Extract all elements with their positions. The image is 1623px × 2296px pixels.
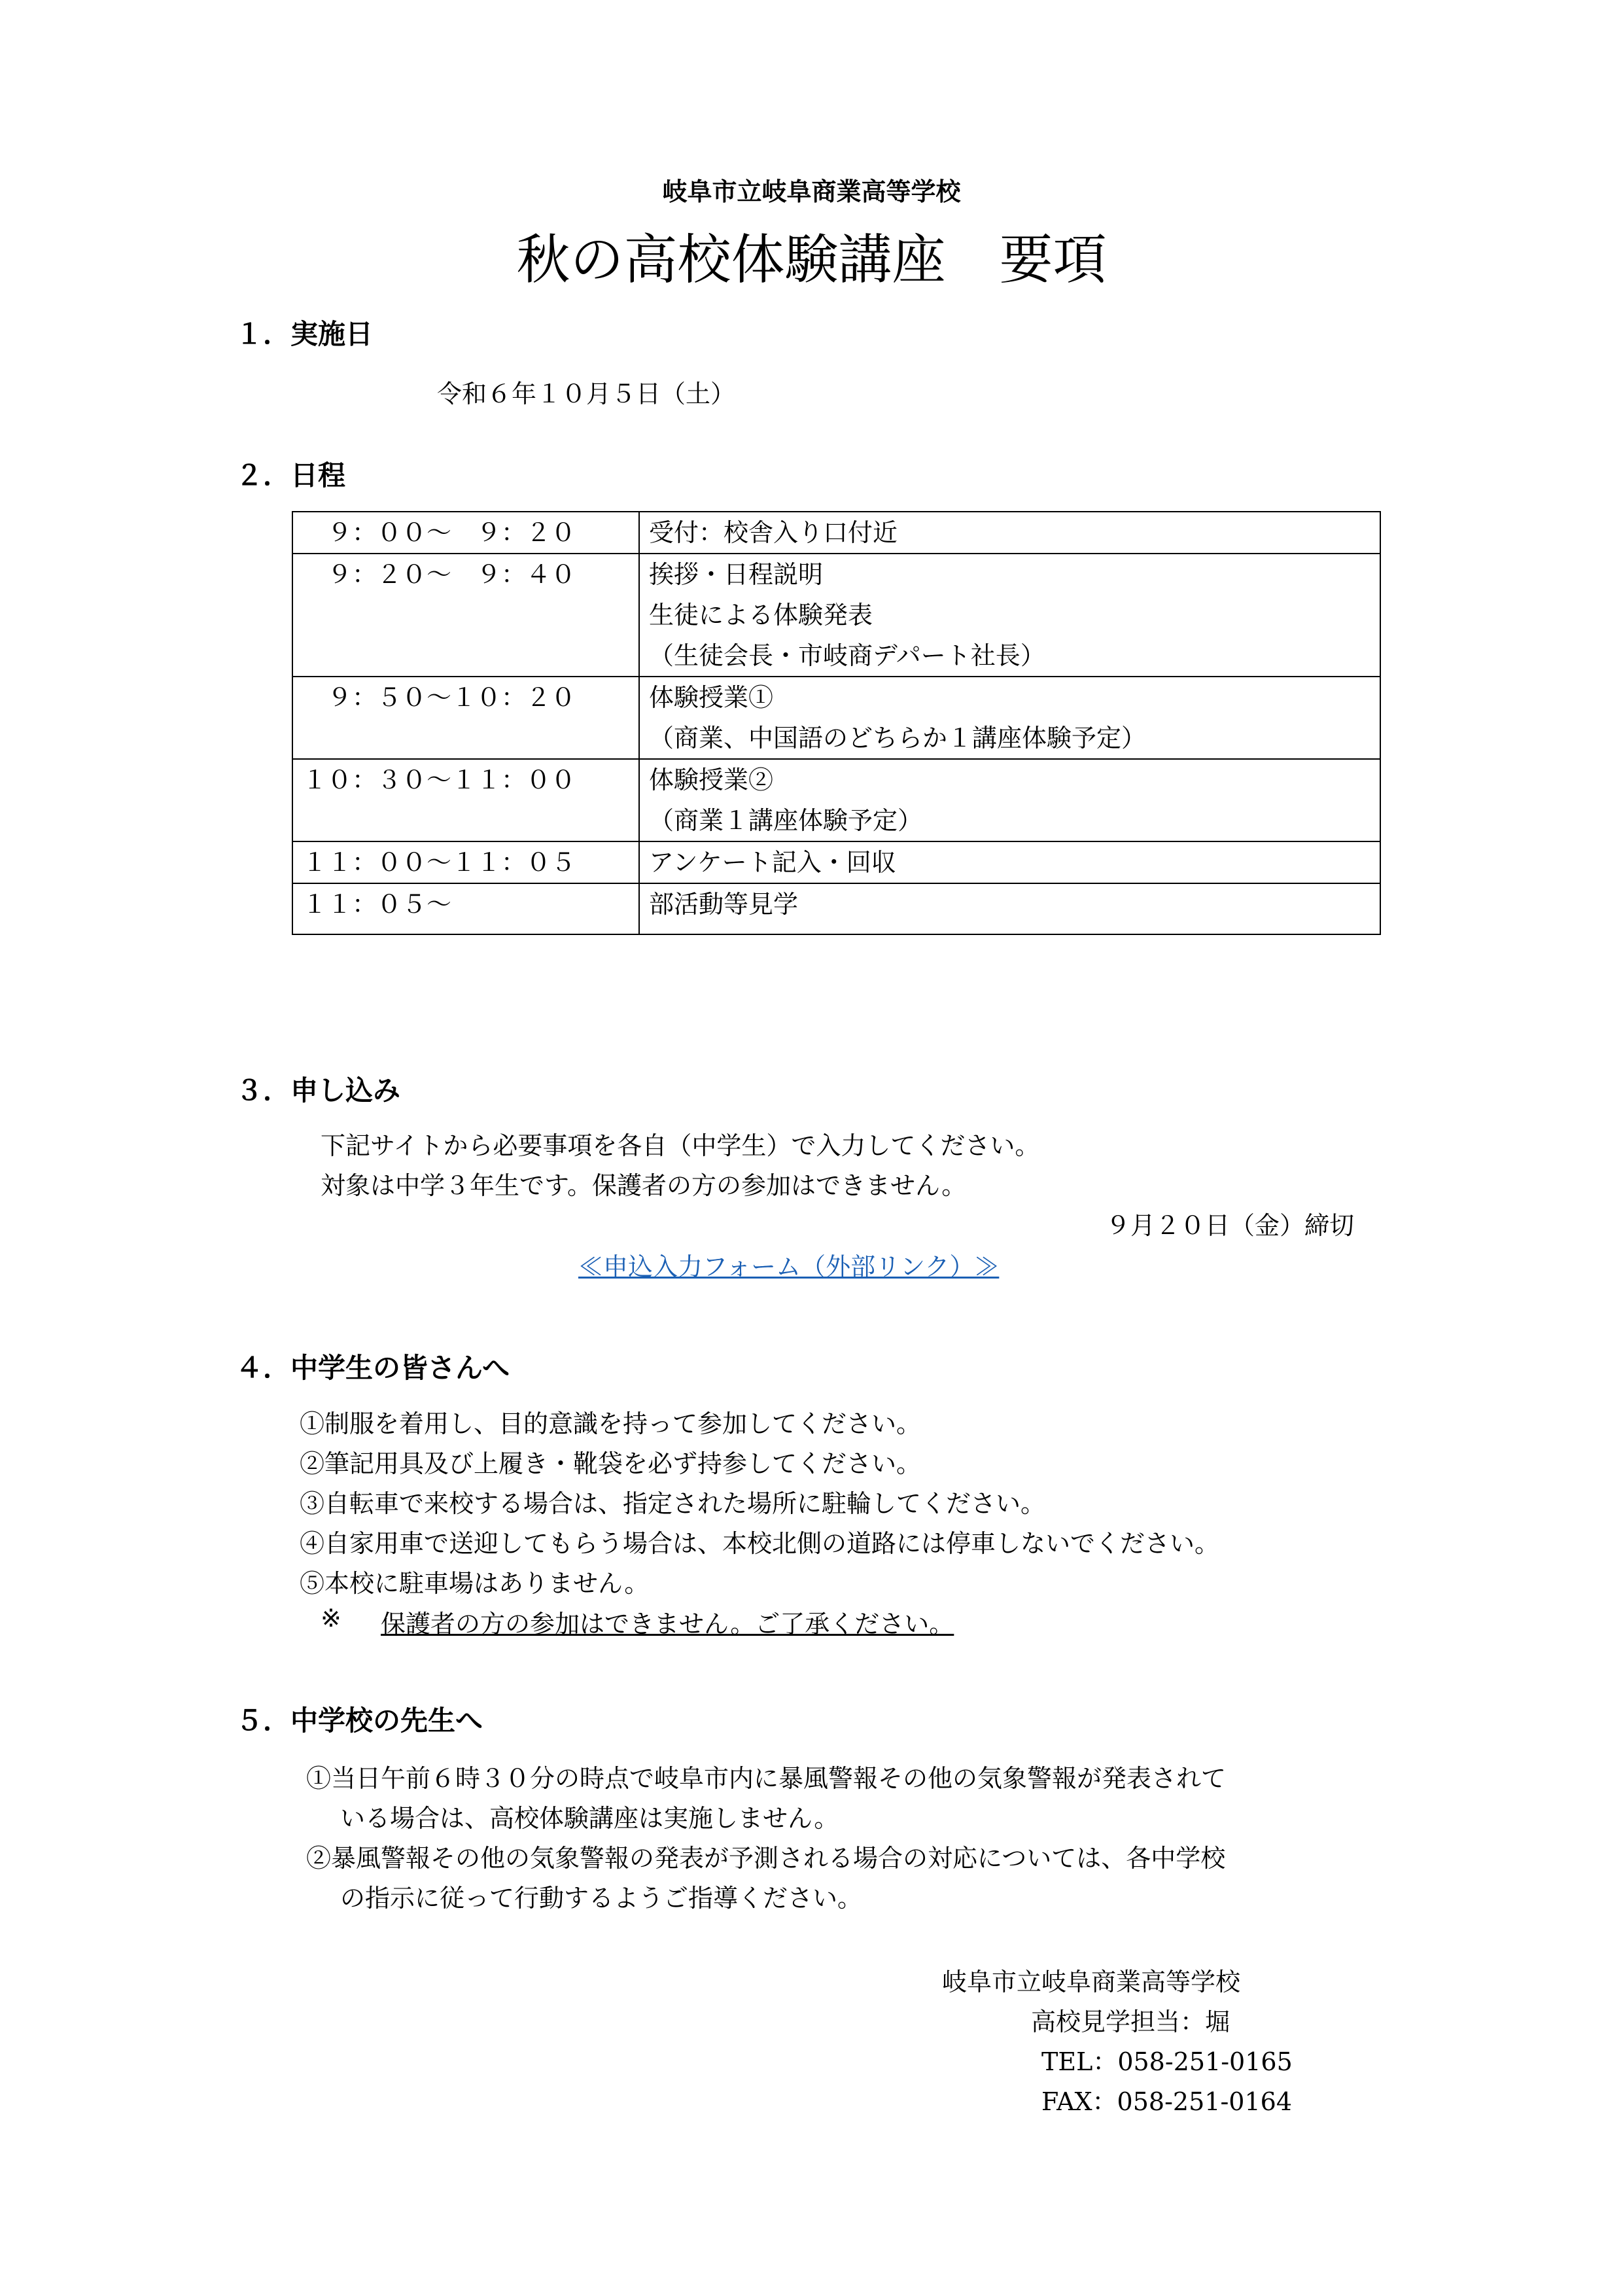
footer-fax: FAX：058-251-0164 bbox=[1041, 2087, 1293, 2116]
page-title: 秋の高校体験講座 要項 bbox=[516, 229, 1107, 291]
schedule-content bbox=[639, 554, 1380, 677]
list-item: ⑤本校に駐車場はありません。 bbox=[300, 1569, 650, 1598]
schedule-line: （商業、中国語のどちらか１講座体験予定） bbox=[649, 724, 1147, 752]
table-row bbox=[292, 677, 1380, 759]
table-row bbox=[292, 883, 1380, 934]
schedule-time: １１：０５～ bbox=[292, 883, 639, 934]
list-item: ②暴風警報その他の気象警報の発表が予測される場合の対応については、各中学校 bbox=[306, 1844, 1226, 1873]
list-item: ③自転車で来校する場合は、指定された場所に駐輪してください。 bbox=[300, 1489, 1046, 1518]
footer-school: 岐阜市立岐阜商業高等学校 bbox=[942, 1968, 1241, 1996]
schedule-line: アンケート記入・回収 bbox=[649, 848, 896, 877]
section-5-heading: ５．中学校の先生へ bbox=[236, 1704, 483, 1737]
list-item-continuation: いる場合は、高校体験講座は実施しません。 bbox=[340, 1804, 839, 1833]
list-item: ②筆記用具及び上履き・靴袋を必ず持参してください。 bbox=[300, 1449, 922, 1478]
table-row bbox=[292, 512, 1380, 554]
schedule-time: １１：００～１１：０５ bbox=[292, 841, 639, 883]
schedule-line: （生徒会長・市岐商デパート社長） bbox=[649, 641, 1045, 670]
schedule-content bbox=[639, 883, 1380, 934]
list-item-continuation: の指示に従って行動するようご指導ください。 bbox=[340, 1884, 863, 1913]
schedule-table bbox=[292, 511, 1381, 935]
schedule-time: ９：００～ ９：２０ bbox=[292, 512, 639, 554]
schedule-time: ９：５０～１０：２０ bbox=[292, 677, 639, 759]
schedule-time: ９：２０～ ９：４０ bbox=[292, 554, 639, 677]
schedule-line: 体験授業② bbox=[649, 766, 774, 794]
schedule-content bbox=[639, 841, 1380, 883]
list-item: ①制服を着用し、目的意識を持って参加してください。 bbox=[300, 1409, 922, 1438]
footer-contact: 高校見学担当：堀 bbox=[1031, 2007, 1230, 2036]
eligibility-note: 対象は中学３年生です。保護者の方の参加はできません。 bbox=[321, 1171, 967, 1200]
schedule-line: 挨拶・日程説明 bbox=[649, 560, 824, 589]
section-2-heading: ２．日程 bbox=[236, 459, 346, 491]
school-name: 岐阜市立岐阜商業高等学校 bbox=[662, 177, 961, 206]
application-instruction: 下記サイトから必要事項を各自（中学生）で入力してください。 bbox=[321, 1131, 1040, 1160]
note-mark: ※ bbox=[321, 1604, 341, 1633]
list-item: ④自家用車で送迎してもらう場合は、本校北側の道路には停車しないでください。 bbox=[300, 1529, 1220, 1558]
teacher-notes-list bbox=[306, 1759, 1226, 1918]
schedule-time: １０：３０～１１：００ bbox=[292, 759, 639, 841]
application-form-link[interactable]: ≪申込入力フォーム（外部リンク）≫ bbox=[578, 1252, 1000, 1281]
section-3-heading: ３．申し込み bbox=[236, 1074, 401, 1106]
schedule-content bbox=[639, 512, 1380, 554]
section-4-heading: ４．中学生の皆さんへ bbox=[236, 1352, 510, 1384]
section-1-heading: １．実施日 bbox=[236, 318, 374, 350]
schedule-line: 部活動等見学 bbox=[649, 890, 799, 919]
schedule-content bbox=[639, 759, 1380, 841]
schedule-line: 受付：校舎入り口付近 bbox=[649, 518, 898, 547]
table-row bbox=[292, 841, 1380, 883]
schedule-content bbox=[639, 677, 1380, 759]
parent-note: 保護者の方の参加はできません。ご了承ください。 bbox=[381, 1610, 954, 1638]
schedule-line: 生徒による体験発表 bbox=[649, 601, 873, 629]
schedule-line: 体験授業① bbox=[649, 683, 774, 712]
student-notes-list bbox=[300, 1404, 1219, 1604]
deadline: ９月２０日（金）締切 bbox=[1106, 1211, 1355, 1240]
schedule-line: （商業１講座体験予定） bbox=[649, 806, 923, 835]
table-row bbox=[292, 759, 1380, 841]
list-item: ①当日午前６時３０分の時点で岐阜市内に暴風警報その他の気象警報が発表されて bbox=[306, 1764, 1227, 1793]
event-date: 令和６年１０月５日（土） bbox=[437, 380, 736, 408]
table-row bbox=[292, 554, 1380, 677]
footer-tel: TEL：058-251-0165 bbox=[1041, 2047, 1293, 2076]
